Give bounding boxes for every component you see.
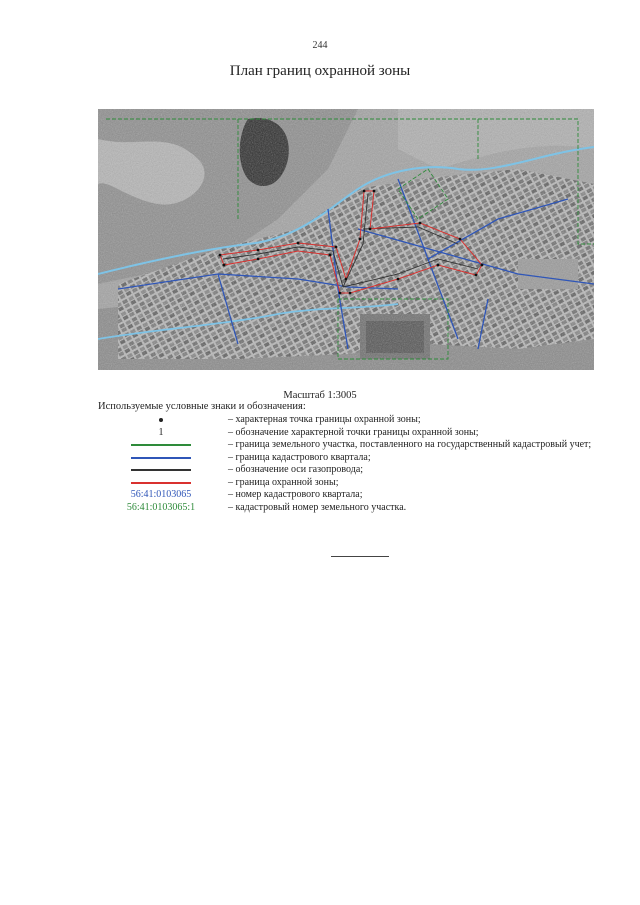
legend-description: – обозначение характерной точки границы охранной зоны; bbox=[228, 426, 479, 438]
legend-heading: Используемые условные знаки и обозначения: bbox=[98, 401, 306, 412]
closing-rule bbox=[331, 556, 389, 557]
quarter-number-symbol: 56:41:0103065 bbox=[130, 489, 192, 500]
point-number-symbol: 1 bbox=[158, 426, 164, 438]
legend-row-gas-axis bbox=[98, 464, 608, 477]
legend-row-protection-zone bbox=[98, 477, 608, 490]
document-title: План границ охранной зоны bbox=[229, 63, 411, 79]
legend-description: – граница охранной зоны; bbox=[228, 476, 339, 488]
legend-row-parcel-number bbox=[98, 502, 608, 515]
legend-description: – граница земельного участка, поставленного на государственный кадастровый учет; bbox=[228, 439, 592, 450]
legend-description: – граница кадастрового квартала; bbox=[228, 451, 371, 463]
dot-symbol-icon bbox=[159, 418, 163, 422]
legend-description: – обозначение оси газопровода; bbox=[228, 464, 364, 475]
legend bbox=[98, 414, 608, 514]
legend-description: – номер кадастрового квартала; bbox=[228, 489, 363, 500]
legend-row-characteristic-point bbox=[98, 414, 608, 427]
blue-line-icon bbox=[131, 457, 191, 459]
parcel-number-symbol: 56:41:0103065:1 bbox=[126, 501, 196, 513]
green-line-icon bbox=[131, 444, 191, 446]
dark-line-icon bbox=[131, 469, 191, 471]
legend-description: – кадастровый номер земельного участка. bbox=[228, 501, 407, 513]
legend-description: – характерная точка границы охранной зоны; bbox=[228, 414, 421, 425]
legend-row-parcel-boundary bbox=[98, 439, 608, 452]
legend-row-quarter-boundary bbox=[98, 452, 608, 465]
legend-row-point-label bbox=[98, 427, 608, 440]
page-number: 244 bbox=[312, 40, 328, 51]
map-image bbox=[98, 109, 594, 370]
legend-row-quarter-number bbox=[98, 489, 608, 502]
satellite-map bbox=[98, 109, 594, 370]
red-line-icon bbox=[131, 482, 191, 484]
scale-caption: Масштаб 1:3005 bbox=[283, 390, 357, 401]
